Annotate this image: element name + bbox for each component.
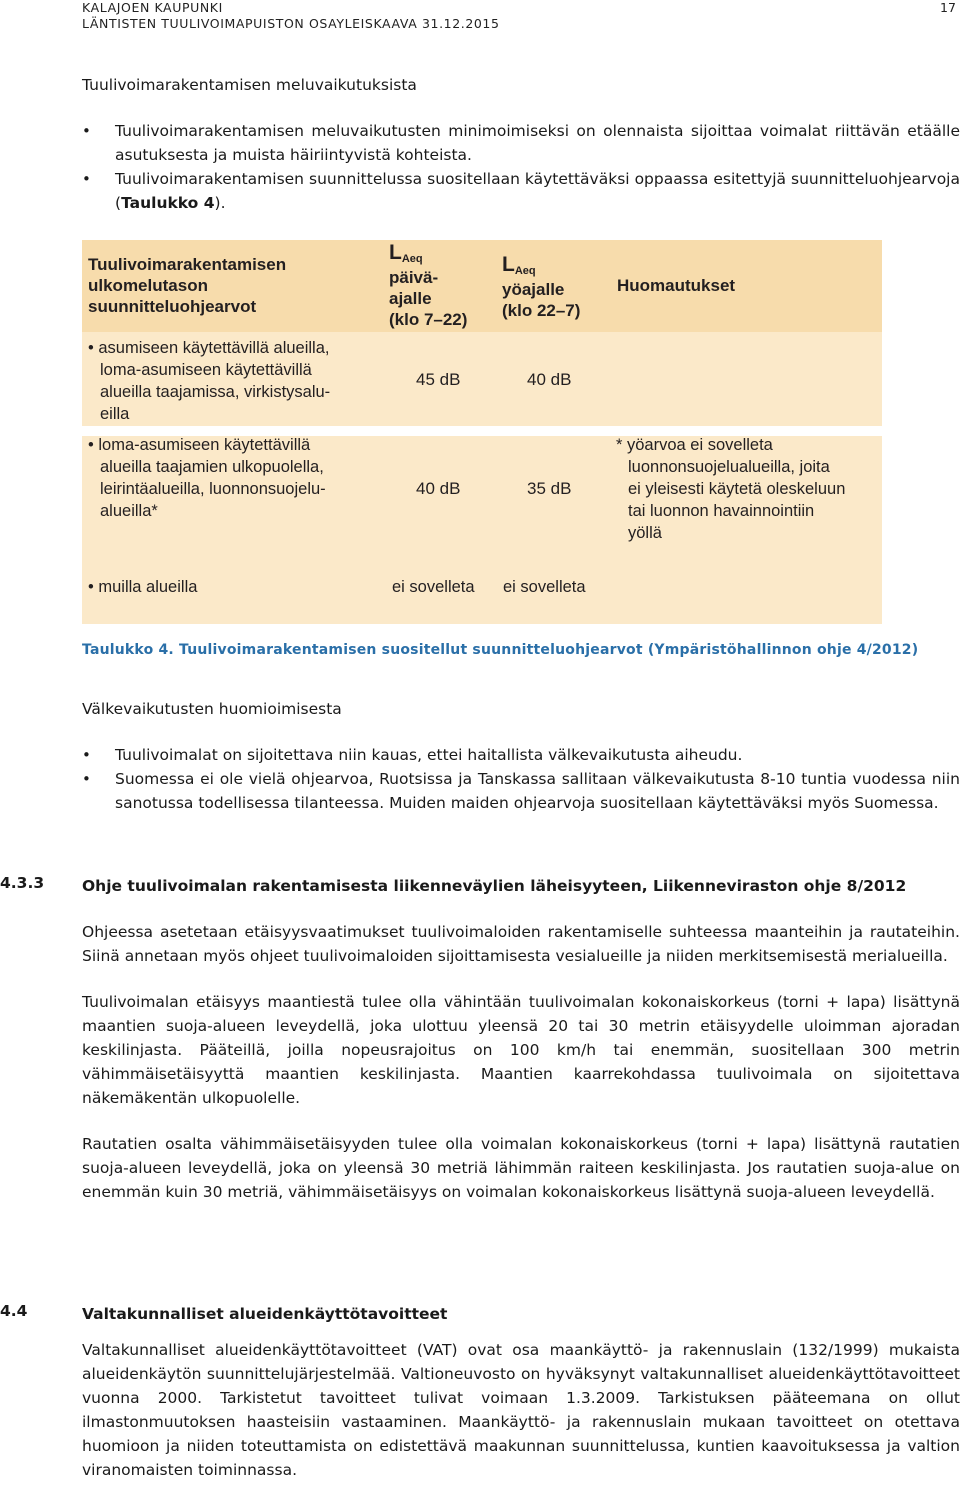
table-row-1-night: 40 dB xyxy=(527,370,572,389)
header-day-line: ajalle xyxy=(389,289,432,308)
note-line: yöllä xyxy=(628,524,662,542)
section-44-title: Valtakunnalliset alueidenkäyttötavoitteet xyxy=(82,1305,448,1323)
table-row-2-night: 35 dB xyxy=(527,479,572,498)
section-433-paragraph-1: Ohjeessa asetetaan etäisyysvaatimukset tuulivoimaloiden rakentamiselle suhteessa maanteihin ja rautateihin. Siinä annetaan myös ohjeet tuulivoimaloiden sijoittamisesta vesialueille ja niiden merkitsemisestä merialueilla. xyxy=(82,923,960,965)
table-row-2-day: 40 dB xyxy=(416,479,461,498)
page-header xyxy=(82,0,500,32)
flicker-section xyxy=(82,697,960,815)
area-line: alueilla taajamissa, virkistysalu- xyxy=(100,383,331,401)
table-header-day xyxy=(389,242,467,330)
header-col1-line: ulkomelutason xyxy=(88,276,208,295)
table-row-3-night: ei sovelleta xyxy=(503,578,586,596)
table-row-1-area xyxy=(88,337,330,425)
area-line: alueilla* xyxy=(100,502,158,520)
noise-guideline-table xyxy=(82,240,882,624)
noise-bullet-2 xyxy=(82,167,960,215)
noise-bullet-list xyxy=(82,119,960,215)
header-day-line: päivä- xyxy=(389,268,439,287)
note-line: tai luonnon havainnointiin xyxy=(628,502,815,520)
note-line: ei yleisesti käytetä oleskeluun xyxy=(628,480,846,498)
table-caption: Taulukko 4. Tuulivoimarakentamisen suositellut suunnitteluohjearvot (Ympäristöhallinnon ohje 4/2012) xyxy=(82,642,919,658)
noise-bullet-1: • Tuulivoimarakentamisen meluvaikutusten minimoimiseksi on olennaista sijoittaa voimalat riittävän etäälle asutuksesta ja muista häiriintyvistä kohteista. xyxy=(82,119,960,167)
table-row-3-day: ei sovelleta xyxy=(392,578,475,596)
section-433-number: 4.3.3 xyxy=(0,874,45,892)
area-line: • asumiseen käytettävillä alueilla, xyxy=(88,339,330,357)
laeq-sub: Aeq xyxy=(401,253,423,265)
table-row-1-day: 45 dB xyxy=(416,370,461,389)
page-number: 17 xyxy=(940,0,956,15)
header-document-title: LÄNTISTEN TUULIVOIMAPUISTON OSAYLEISKAAVA 31.12.2015 xyxy=(82,16,500,31)
section-433-paragraph-3: Rautatien osalta vähimmäisetäisyyden tulee olla voimalan kokonaiskorkeus (torni + lapa) lisättynä rautatien suoja-alueen leveydellä, joka on yleensä 30 metriä lähimmän raiteen keskilinjasta. Jos rautatien suoja-alue on enemmän kuin 30 metriä, vähimmäisetäisyys on voimalan kokonaiskorkeus lisättynä suoja-alueen leveydellä. xyxy=(82,1135,960,1201)
header-night-line: yöajalle xyxy=(502,280,565,299)
noise-bullet-2-end: ). xyxy=(214,194,226,212)
header-day-line: (klo 7–22) xyxy=(389,310,468,329)
section-433-title: Ohje tuulivoimalan rakentamisesta liikenneväylien läheisyyteen, Liikenneviraston ohje 8/2012 xyxy=(82,877,907,895)
section-433-paragraph-2: Tuulivoimalan etäisyys maantiestä tulee olla vähintään tuulivoimalan kokonaiskorkeus (torni + lapa) lisättynä maantien suoja-alueen leveydellä, joka ulottuu yleensä 20 tai 30 metrin etäisyydelle uloimman ajoradan keskilinjasta. Pääteillä, joilla nopeusrajoitus on 100 km/h tai enemmän, suositellaan 300 metrin vähimmäisetäisyyttä maantien keskilinjasta. Maantien kaarrekohdassa tuulivoimala on sijoitettava näkemäkentän ulkopuolelle. xyxy=(82,993,960,1107)
flicker-bullet-2: • Suomessa ei ole vielä ohjearvoa, Ruotsissa ja Tanskassa sallitaan välkevaikutusta 8-10 tuntia vuodessa niin sanotussa todellisessa tilanteessa. Muiden maiden ohjearvoja suositellaan käytettäväksi myös Suomessa. xyxy=(82,767,960,815)
table-spacer xyxy=(82,556,882,566)
flicker-heading: Välkevaikutusten huomioimisesta xyxy=(82,700,342,718)
area-line: eilla xyxy=(100,405,130,423)
table-reference: Taulukko 4 xyxy=(121,194,215,212)
section-44 xyxy=(82,1302,960,1482)
area-line: • loma-asumiseen käytettävillä xyxy=(88,436,311,454)
noise-heading: Tuulivoimarakentamisen meluvaikutuksista xyxy=(82,76,417,94)
flicker-bullet-1: • Tuulivoimalat on sijoitettava niin kauas, ettei haitallista välkevaikutusta aiheudu. xyxy=(82,743,960,767)
laeq-l: L xyxy=(502,253,515,276)
section-44-number: 4.4 xyxy=(0,1302,28,1320)
table-header-night xyxy=(502,254,580,321)
table-row-3-area: • muilla alueilla xyxy=(88,578,198,596)
area-line: alueilla taajamien ulkopuolella, xyxy=(100,458,324,476)
note-line: * yöarvoa ei sovelleta xyxy=(616,436,773,454)
table-header-notes: Huomautukset xyxy=(617,276,736,295)
header-night-line: (klo 22–7) xyxy=(502,301,581,320)
section-44-paragraph: Valtakunnalliset alueidenkäyttötavoitteet (VAT) ovat osa maankäyttö- ja rakennuslain (132/1999) mukaista alueidenkäytön suunnittelujärjestelmää. Valtioneuvosto on hyväksynyt valtakunnalliset alueidenkäyttötavoitteet vuonna 2000. Tarkistetut tavoitteet tulivat voimaan 1.3.2009. Tarkistuksen pääteemana on ollut ilmastonmuutoksen haasteisiin vastaaminen. Maankäyttö- ja rakennuslain mukaan tavoitteet on otettava huomioon ja niiden toteuttamista on edistettävä maakunnan suunnittelussa, kuntien kaavoituksessa ja valtion viranomaisten toiminnassa. xyxy=(82,1341,960,1479)
section-433 xyxy=(82,874,960,1204)
header-col1-line: suunnitteluohjearvot xyxy=(88,297,257,316)
laeq-sub: Aeq xyxy=(514,265,536,277)
header-municipality: KALAJOEN KAUPUNKI xyxy=(82,0,223,15)
table-row-2-area xyxy=(88,434,326,522)
note-line: luonnonsuojelualueilla, joita xyxy=(628,458,830,476)
header-col1-line: Tuulivoimarakentamisen xyxy=(88,255,287,274)
noise-section xyxy=(82,73,960,215)
flicker-bullet-list xyxy=(82,743,960,815)
noise-bullet-2-text: Tuulivoimarakentamisen suunnittelussa suositellaan käytettäväksi oppaassa esitettyjä suunnitteluohjearvoja ( xyxy=(115,170,960,212)
area-line: leirintäalueilla, luonnonsuojelu- xyxy=(100,480,326,498)
table-row-2-note xyxy=(616,434,845,544)
table-header-col1 xyxy=(88,254,286,317)
area-line: loma-asumiseen käytettävillä xyxy=(100,361,312,379)
laeq-l: L xyxy=(389,241,402,264)
